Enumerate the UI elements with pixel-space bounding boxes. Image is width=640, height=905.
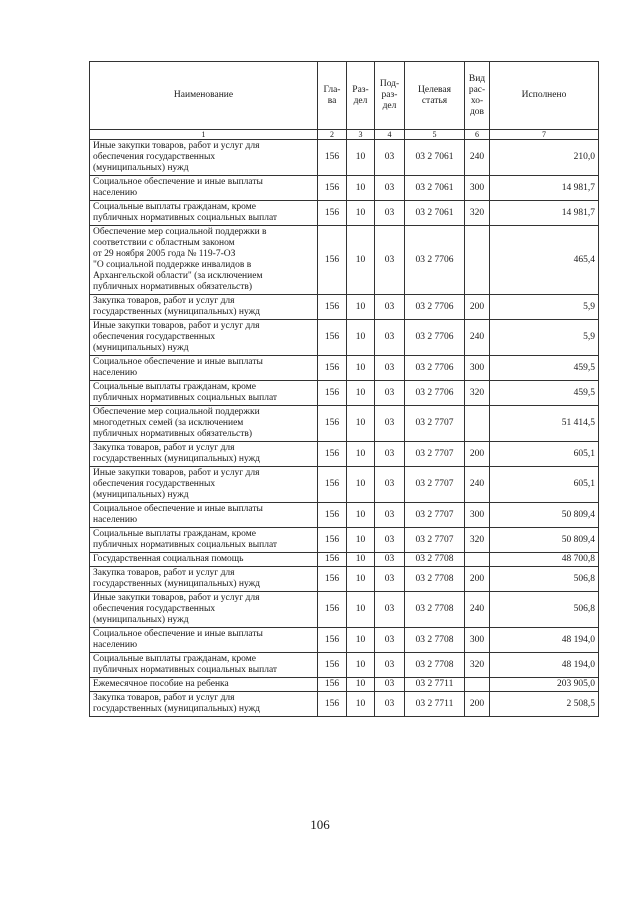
- table-row: [90, 553, 599, 567]
- column-number: 2: [318, 130, 347, 140]
- row-subsection: 03: [375, 320, 405, 356]
- row-expense-type: [465, 226, 490, 295]
- row-subsection: 03: [375, 678, 405, 692]
- row-subsection: 03: [375, 553, 405, 567]
- row-expense-type: 240: [465, 320, 490, 356]
- row-target: 03 2 7706: [405, 381, 465, 406]
- row-target: 03 2 7706: [405, 226, 465, 295]
- row-chapter: 156: [318, 592, 347, 628]
- row-amount: 50 809,4: [490, 503, 599, 528]
- row-amount: 459,5: [490, 381, 599, 406]
- row-subsection: 03: [375, 528, 405, 553]
- table-row: [90, 678, 599, 692]
- table-row: [90, 140, 599, 176]
- row-chapter: 156: [318, 553, 347, 567]
- row-subsection: 03: [375, 503, 405, 528]
- row-expense-type: 200: [465, 295, 490, 320]
- column-number: 7: [490, 130, 599, 140]
- row-amount: 506,8: [490, 592, 599, 628]
- row-target: 03 2 7707: [405, 467, 465, 503]
- row-chapter: 156: [318, 140, 347, 176]
- table-row: [90, 503, 599, 528]
- row-amount: 210,0: [490, 140, 599, 176]
- row-section: 10: [347, 567, 375, 592]
- row-name: Закупка товаров, работ и услуг для государственных (муниципальных) нужд: [90, 295, 318, 320]
- table-row: [90, 653, 599, 678]
- row-expense-type: 300: [465, 356, 490, 381]
- header-chapter: Гла- ва: [318, 62, 347, 130]
- header-row: [90, 62, 599, 130]
- row-target: 03 2 7708: [405, 653, 465, 678]
- row-subsection: 03: [375, 628, 405, 653]
- row-expense-type: 300: [465, 628, 490, 653]
- row-chapter: 156: [318, 628, 347, 653]
- row-section: 10: [347, 176, 375, 201]
- row-amount: 14 981,7: [490, 201, 599, 226]
- row-name: Обеспечение мер социальной поддержки в соответствии с областным законом от 29 ноября 2005 года № 119-7-ОЗ "О социальной поддержке инвалидов в Архангельской области" (за исключением публичных нормативных обязательств): [90, 226, 318, 295]
- row-amount: 14 981,7: [490, 176, 599, 201]
- row-amount: 2 508,5: [490, 692, 599, 717]
- row-chapter: 156: [318, 442, 347, 467]
- row-name: Закупка товаров, работ и услуг для государственных (муниципальных) нужд: [90, 567, 318, 592]
- column-number: 3: [347, 130, 375, 140]
- row-target: 03 2 7708: [405, 553, 465, 567]
- row-target: 03 2 7707: [405, 528, 465, 553]
- row-section: 10: [347, 406, 375, 442]
- row-subsection: 03: [375, 692, 405, 717]
- row-section: 10: [347, 226, 375, 295]
- table-row: [90, 628, 599, 653]
- row-section: 10: [347, 678, 375, 692]
- table-row: [90, 567, 599, 592]
- row-chapter: 156: [318, 692, 347, 717]
- row-name: Иные закупки товаров, работ и услуг для обеспечения государственных (муниципальных) нужд: [90, 467, 318, 503]
- header-section: Раз- дел: [347, 62, 375, 130]
- row-subsection: 03: [375, 226, 405, 295]
- table-row: [90, 295, 599, 320]
- row-amount: 459,5: [490, 356, 599, 381]
- row-target: 03 2 7707: [405, 442, 465, 467]
- row-name: Социальное обеспечение и иные выплаты населению: [90, 628, 318, 653]
- row-amount: 48 700,8: [490, 553, 599, 567]
- row-name: Социальные выплаты гражданам, кроме публичных нормативных социальных выплат: [90, 653, 318, 678]
- row-target: 03 2 7061: [405, 176, 465, 201]
- row-name: Иные закупки товаров, работ и услуг для обеспечения государственных (муниципальных) нужд: [90, 592, 318, 628]
- row-expense-type: 240: [465, 592, 490, 628]
- row-section: 10: [347, 503, 375, 528]
- row-amount: 48 194,0: [490, 653, 599, 678]
- row-name: Социальное обеспечение и иные выплаты населению: [90, 503, 318, 528]
- row-section: 10: [347, 295, 375, 320]
- row-expense-type: 320: [465, 381, 490, 406]
- row-name: Ежемесячное пособие на ребенка: [90, 678, 318, 692]
- row-target: 03 2 7061: [405, 201, 465, 226]
- column-number: 5: [405, 130, 465, 140]
- column-number: 1: [90, 130, 318, 140]
- row-name: Социальное обеспечение и иные выплаты населению: [90, 176, 318, 201]
- row-chapter: 156: [318, 678, 347, 692]
- table-row: [90, 406, 599, 442]
- row-target: 03 2 7711: [405, 692, 465, 717]
- row-name: Закупка товаров, работ и услуг для государственных (муниципальных) нужд: [90, 442, 318, 467]
- row-expense-type: 200: [465, 567, 490, 592]
- column-number: 4: [375, 130, 405, 140]
- row-name: Закупка товаров, работ и услуг для государственных (муниципальных) нужд: [90, 692, 318, 717]
- table-row: [90, 176, 599, 201]
- row-subsection: 03: [375, 295, 405, 320]
- row-expense-type: 200: [465, 442, 490, 467]
- row-name: Социальные выплаты гражданам, кроме публичных нормативных социальных выплат: [90, 528, 318, 553]
- table-row: [90, 442, 599, 467]
- row-target: 03 2 7711: [405, 678, 465, 692]
- page-number: 106: [310, 817, 330, 832]
- row-subsection: 03: [375, 140, 405, 176]
- row-chapter: 156: [318, 406, 347, 442]
- row-section: 10: [347, 201, 375, 226]
- row-chapter: 156: [318, 503, 347, 528]
- row-section: 10: [347, 653, 375, 678]
- row-name: Социальные выплаты гражданам, кроме публичных нормативных социальных выплат: [90, 201, 318, 226]
- table-row: [90, 226, 599, 295]
- row-chapter: 156: [318, 226, 347, 295]
- row-chapter: 156: [318, 528, 347, 553]
- row-chapter: 156: [318, 201, 347, 226]
- header-target: Целевая статья: [405, 62, 465, 130]
- row-section: 10: [347, 381, 375, 406]
- row-chapter: 156: [318, 567, 347, 592]
- row-expense-type: 240: [465, 140, 490, 176]
- row-amount: 5,9: [490, 320, 599, 356]
- row-amount: 203 905,0: [490, 678, 599, 692]
- table-row: [90, 381, 599, 406]
- row-name: Государственная социальная помощь: [90, 553, 318, 567]
- table-row: [90, 467, 599, 503]
- row-target: 03 2 7706: [405, 295, 465, 320]
- row-section: 10: [347, 528, 375, 553]
- row-subsection: 03: [375, 406, 405, 442]
- row-target: 03 2 7708: [405, 592, 465, 628]
- table-row: [90, 528, 599, 553]
- row-subsection: 03: [375, 442, 405, 467]
- row-target: 03 2 7707: [405, 406, 465, 442]
- table-row: [90, 201, 599, 226]
- row-section: 10: [347, 442, 375, 467]
- row-chapter: 156: [318, 467, 347, 503]
- row-name: Иные закупки товаров, работ и услуг для обеспечения государственных (муниципальных) нужд: [90, 320, 318, 356]
- row-expense-type: [465, 553, 490, 567]
- column-number: 6: [465, 130, 490, 140]
- row-amount: 48 194,0: [490, 628, 599, 653]
- row-chapter: 156: [318, 320, 347, 356]
- row-section: 10: [347, 592, 375, 628]
- row-target: 03 2 7706: [405, 356, 465, 381]
- table-body: [90, 140, 599, 717]
- row-name: Иные закупки товаров, работ и услуг для обеспечения государственных (муниципальных) нужд: [90, 140, 318, 176]
- row-name: Социальные выплаты гражданам, кроме публичных нормативных социальных выплат: [90, 381, 318, 406]
- row-amount: 605,1: [490, 467, 599, 503]
- column-number-row: [90, 130, 599, 140]
- row-expense-type: 200: [465, 692, 490, 717]
- row-expense-type: 300: [465, 176, 490, 201]
- row-subsection: 03: [375, 467, 405, 503]
- row-subsection: 03: [375, 201, 405, 226]
- row-amount: 506,8: [490, 567, 599, 592]
- row-expense-type: 300: [465, 503, 490, 528]
- row-subsection: 03: [375, 592, 405, 628]
- budget-table: [89, 61, 599, 717]
- row-subsection: 03: [375, 356, 405, 381]
- row-subsection: 03: [375, 176, 405, 201]
- row-chapter: 156: [318, 381, 347, 406]
- row-subsection: 03: [375, 567, 405, 592]
- header-executed: Исполнено: [490, 62, 599, 130]
- row-expense-type: 320: [465, 201, 490, 226]
- table-row: [90, 356, 599, 381]
- row-subsection: 03: [375, 653, 405, 678]
- row-section: 10: [347, 356, 375, 381]
- row-chapter: 156: [318, 176, 347, 201]
- row-target: 03 2 7061: [405, 140, 465, 176]
- row-target: 03 2 7706: [405, 320, 465, 356]
- table-row: [90, 692, 599, 717]
- table-row: [90, 320, 599, 356]
- row-section: 10: [347, 628, 375, 653]
- row-amount: 465,4: [490, 226, 599, 295]
- row-expense-type: 320: [465, 653, 490, 678]
- table-row: [90, 592, 599, 628]
- row-amount: 50 809,4: [490, 528, 599, 553]
- row-chapter: 156: [318, 356, 347, 381]
- row-target: 03 2 7708: [405, 628, 465, 653]
- row-expense-type: 320: [465, 528, 490, 553]
- header-subsection: Под- раз- дел: [375, 62, 405, 130]
- row-chapter: 156: [318, 295, 347, 320]
- row-amount: 5,9: [490, 295, 599, 320]
- row-target: 03 2 7707: [405, 503, 465, 528]
- row-amount: 605,1: [490, 442, 599, 467]
- row-chapter: 156: [318, 653, 347, 678]
- row-section: 10: [347, 320, 375, 356]
- row-target: 03 2 7708: [405, 567, 465, 592]
- row-name: Обеспечение мер социальной поддержки многодетных семей (за исключением публичных нормативных обязательств): [90, 406, 318, 442]
- row-amount: 51 414,5: [490, 406, 599, 442]
- row-name: Социальное обеспечение и иные выплаты населению: [90, 356, 318, 381]
- header-expense-type: Вид рас- хо- дов: [465, 62, 490, 130]
- row-subsection: 03: [375, 381, 405, 406]
- row-expense-type: [465, 678, 490, 692]
- row-section: 10: [347, 553, 375, 567]
- row-section: 10: [347, 140, 375, 176]
- header-name: Наименование: [90, 62, 318, 130]
- row-expense-type: [465, 406, 490, 442]
- row-expense-type: 240: [465, 467, 490, 503]
- row-section: 10: [347, 467, 375, 503]
- row-section: 10: [347, 692, 375, 717]
